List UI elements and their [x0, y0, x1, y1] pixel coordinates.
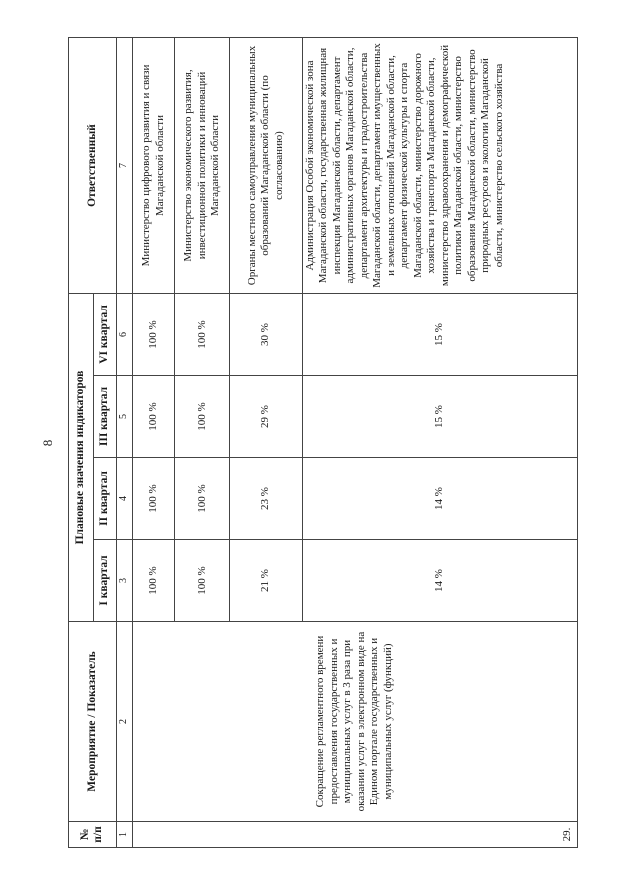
- cell-q4: 30 %: [230, 294, 303, 376]
- col-number: 1: [116, 822, 132, 848]
- cell-q1: 14 %: [302, 540, 577, 622]
- col-number: 5: [116, 376, 132, 458]
- col-number: 7: [116, 38, 132, 294]
- header-responsible: Ответственный: [69, 38, 117, 294]
- table-rotator: [68, 38, 578, 848]
- header-planned: Плановые значения индикаторов: [69, 294, 94, 622]
- header-q3: III квартал: [94, 376, 117, 458]
- cell-responsible: Министерство цифрового развития и связи Магаданской области: [132, 38, 175, 294]
- col-number: 3: [116, 540, 132, 622]
- cell-q4: 100 %: [132, 294, 175, 376]
- cell-q2: 23 %: [230, 458, 303, 540]
- header-no: № п/п: [69, 822, 117, 848]
- cell-q4: 15 %: [302, 294, 577, 376]
- item-event: Сокращение регламентного времени предоставления государственных и муниципальных услуг в 3 раза при оказании услуг в электронном виде на Едином портале государственных и муниципальных услуг (функций): [132, 622, 577, 822]
- header-q4: VI квартал: [94, 294, 117, 376]
- cell-q3: 100 %: [175, 376, 230, 458]
- rotated-table-area: [68, 38, 578, 848]
- cell-q1: 21 %: [230, 540, 303, 622]
- item-number: 29.: [132, 822, 577, 848]
- indicators-table: [68, 37, 578, 848]
- cell-q3: 15 %: [302, 376, 577, 458]
- column-number-row: [116, 38, 132, 848]
- cell-q3: 29 %: [230, 376, 303, 458]
- cell-q3: 100 %: [132, 376, 175, 458]
- col-number: 4: [116, 458, 132, 540]
- cell-q2: 14 %: [302, 458, 577, 540]
- page-number: 8: [40, 439, 55, 447]
- header-event: Мероприятие / Показатель: [69, 622, 117, 822]
- cell-q2: 100 %: [132, 458, 175, 540]
- col-number: 2: [116, 622, 132, 822]
- cell-responsible: Министерство экономического развития, инвестиционной политики и инноваций Магаданской области: [175, 38, 230, 294]
- cell-responsible: Администрация Особой экономической зона Магаданской области, государственная жилищная инспекция Магаданской области, департамент административных органов Магаданской области, департамент архитектуры и градостроительства Магаданской области, департамент имущественных и земельных отношений Магаданской области, департамент физической культуры и спорта Магаданской области, министерство дорожного хозяйства и транспорта Магаданской области, министерство здравоохранения и демографической политики Магаданской области, министерство образования Магаданской области, министерство природных ресурсов и экологии Магаданской области, министерство сельского хозяйства: [302, 38, 577, 294]
- cell-q1: 100 %: [132, 540, 175, 622]
- header-q1: I квартал: [94, 540, 117, 622]
- col-number: 6: [116, 294, 132, 376]
- cell-q4: 100 %: [175, 294, 230, 376]
- cell-q1: 100 %: [175, 540, 230, 622]
- cell-responsible: Органы местного самоуправления муниципальных образований Магаданской области (по согласованию): [230, 38, 303, 294]
- cell-q2: 100 %: [175, 458, 230, 540]
- table-row: [132, 38, 175, 848]
- header-q2: II квартал: [94, 458, 117, 540]
